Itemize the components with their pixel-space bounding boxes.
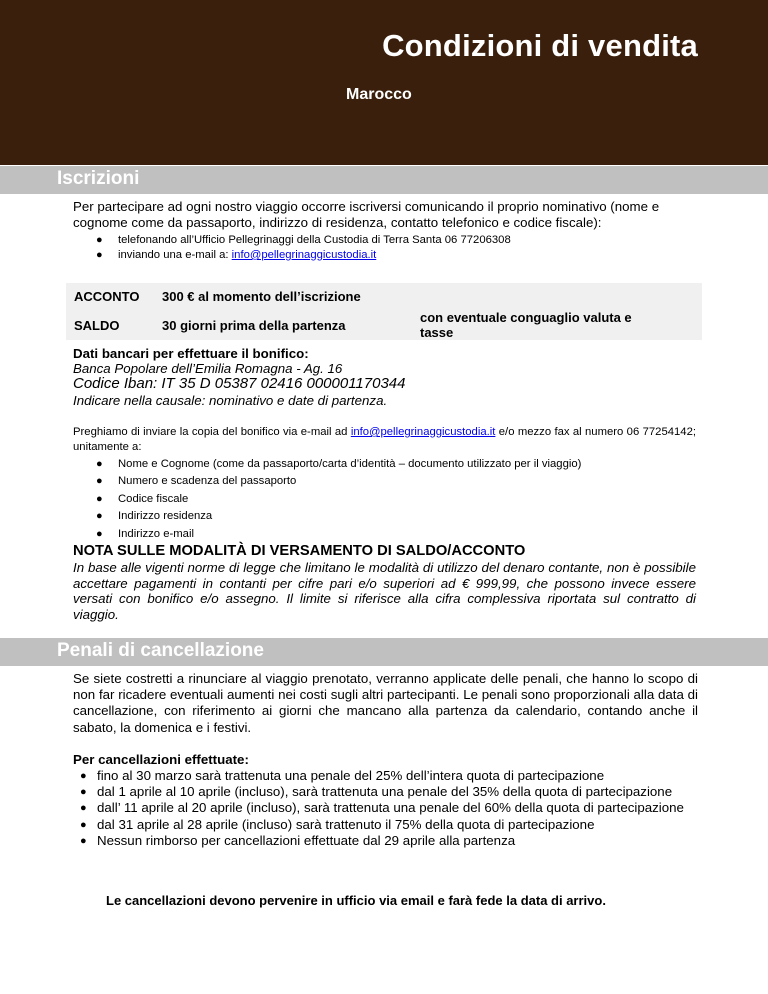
bullet-icon: ● (96, 234, 103, 246)
section-band-penali (0, 637, 768, 666)
bullet-icon: ● (80, 770, 87, 782)
list-item: ● fino al 30 marzo sarà trattenuta una penale del 25% dell’intera quota di partecipazione (80, 768, 605, 783)
saldo-value: 30 giorni prima della partenza (162, 317, 346, 333)
send-copy-text: Preghiamo di inviare la copia del bonifico via e-mail ad info@pellegrinaggicustodia.it e/o mezzo fax al numero 06 77254142; unitamente a: (73, 426, 696, 453)
list-item: ● Nome e Cognome (come da passaporto/carta d’identità – documento utilizzato per il viaggio) (118, 456, 698, 473)
list-item: ● Indirizzo e-mail (118, 526, 698, 543)
acconto-value: 300 € al momento dell’iscrizione (162, 289, 361, 304)
list-item: ● Nessun rimborso per cancellazioni effettuate dal 29 aprile alla partenza (80, 832, 516, 848)
penali-list-title: Per cancellazioni effettuate: (73, 752, 249, 767)
list-item: ● telefonando all’Ufficio Pellegrinaggi della Custodia di Terra Santa 06 77206308 (96, 234, 511, 246)
saldo-label: SALDO (74, 317, 120, 333)
bank-title: Dati bancari per effettuare il bonifico: (73, 346, 309, 361)
bullet-icon: ● (96, 249, 103, 261)
bullet-icon: ● (96, 475, 103, 488)
fees-table (66, 283, 702, 340)
iscrizioni-bullets (96, 233, 678, 263)
bullet-icon: ● (96, 510, 103, 523)
bullet-icon: ● (96, 527, 103, 540)
bullet-icon: ● (96, 492, 103, 505)
bullet-icon: ● (80, 834, 87, 847)
page-header (0, 0, 768, 165)
list-item: ● Codice fiscale (118, 491, 698, 508)
table-row (66, 310, 702, 340)
bullet-icon: ● (96, 458, 103, 470)
iban: Codice Iban: IT 35 D 05387 02416 000001170344 (73, 375, 406, 392)
page-subtitle: Marocco (346, 86, 412, 103)
iscrizioni-intro: Per partecipare ad ogni nostro viaggio occorre iscriversi comunicando il proprio nominativo (nome e cognome come da passaporto, indirizzo di residenza, contatto telefonico e codice fiscale): (73, 199, 660, 230)
penali-list (80, 768, 697, 849)
list-item: ● inviando una e-mail a: info@pellegrinaggicustodia.it (96, 249, 377, 261)
nota-text: In base alle vigenti norme di legge che limitano le modalità di utilizzo del denaro contante, non è possibile accettare pagamenti in contanti per cifre pari e/o superiori ad € 999,99, che possono invece essere versati con bonifico e/o assegno. Il limite si riferisce alla cifra complessiva riportata sul contratto di viaggio. (73, 560, 696, 622)
table-row (66, 283, 702, 310)
section-heading-penali: Penali di cancellazione (57, 640, 264, 661)
acconto-label: ACCONTO (74, 289, 140, 304)
list-item: ● dal 31 aprile al 28 aprile (incluso) sarà trattenuto il 75% della quota di partecipazione (80, 816, 595, 832)
list-item: ● Numero e scadenza del passaporto (118, 473, 698, 490)
bullet-icon: ● (80, 802, 87, 815)
email-link[interactable]: info@pellegrinaggicustodia.it (231, 249, 377, 261)
nota-title: NOTA SULLE MODALITÀ DI VERSAMENTO DI SALDO/ACCONTO (73, 543, 526, 559)
email-link[interactable]: info@pellegrinaggicustodia.it (350, 426, 496, 438)
section-heading-iscrizioni: Iscrizioni (57, 168, 140, 189)
penali-intro: Se siete costretti a rinunciare al viaggio prenotato, verranno applicate delle penali, che hanno lo scopo di non far ricadere eventuali aumenti nei costi sugli altri partecipanti. Le penali sono proporzionali alla data di cancellazione, con riferimento ai giorni che mancano alla partenza da calendario, contando anche il sabato, la domenica e i festivi. (73, 671, 698, 735)
saldo-note: con eventuale conguaglio valuta e tasse (420, 310, 632, 340)
penali-footer-note: Le cancellazioni devono pervenire in ufficio via email e farà fede la data di arrivo. (106, 893, 606, 908)
list-item: ● dal 1 aprile al 10 aprile (incluso), sarà trattenuta una penale del 35% della quota di partecipazione (80, 784, 673, 800)
page-title: Condizioni di vendita (382, 28, 698, 63)
bank-name: Banca Popolare dell’Emilia Romagna - Ag. 16 (73, 361, 343, 376)
section-band-iscrizioni (0, 165, 768, 194)
list-item: ● dall’ 11 aprile al 20 aprile (incluso), sarà trattenuta una penale del 60% della quota di partecipazione (80, 800, 684, 816)
copy-items-list (96, 456, 698, 543)
bullet-icon: ● (80, 818, 87, 831)
bullet-icon: ● (80, 786, 87, 799)
list-item: ● Indirizzo residenza (118, 508, 698, 525)
bank-causale: Indicare nella causale: nominativo e date di partenza. (73, 393, 388, 408)
